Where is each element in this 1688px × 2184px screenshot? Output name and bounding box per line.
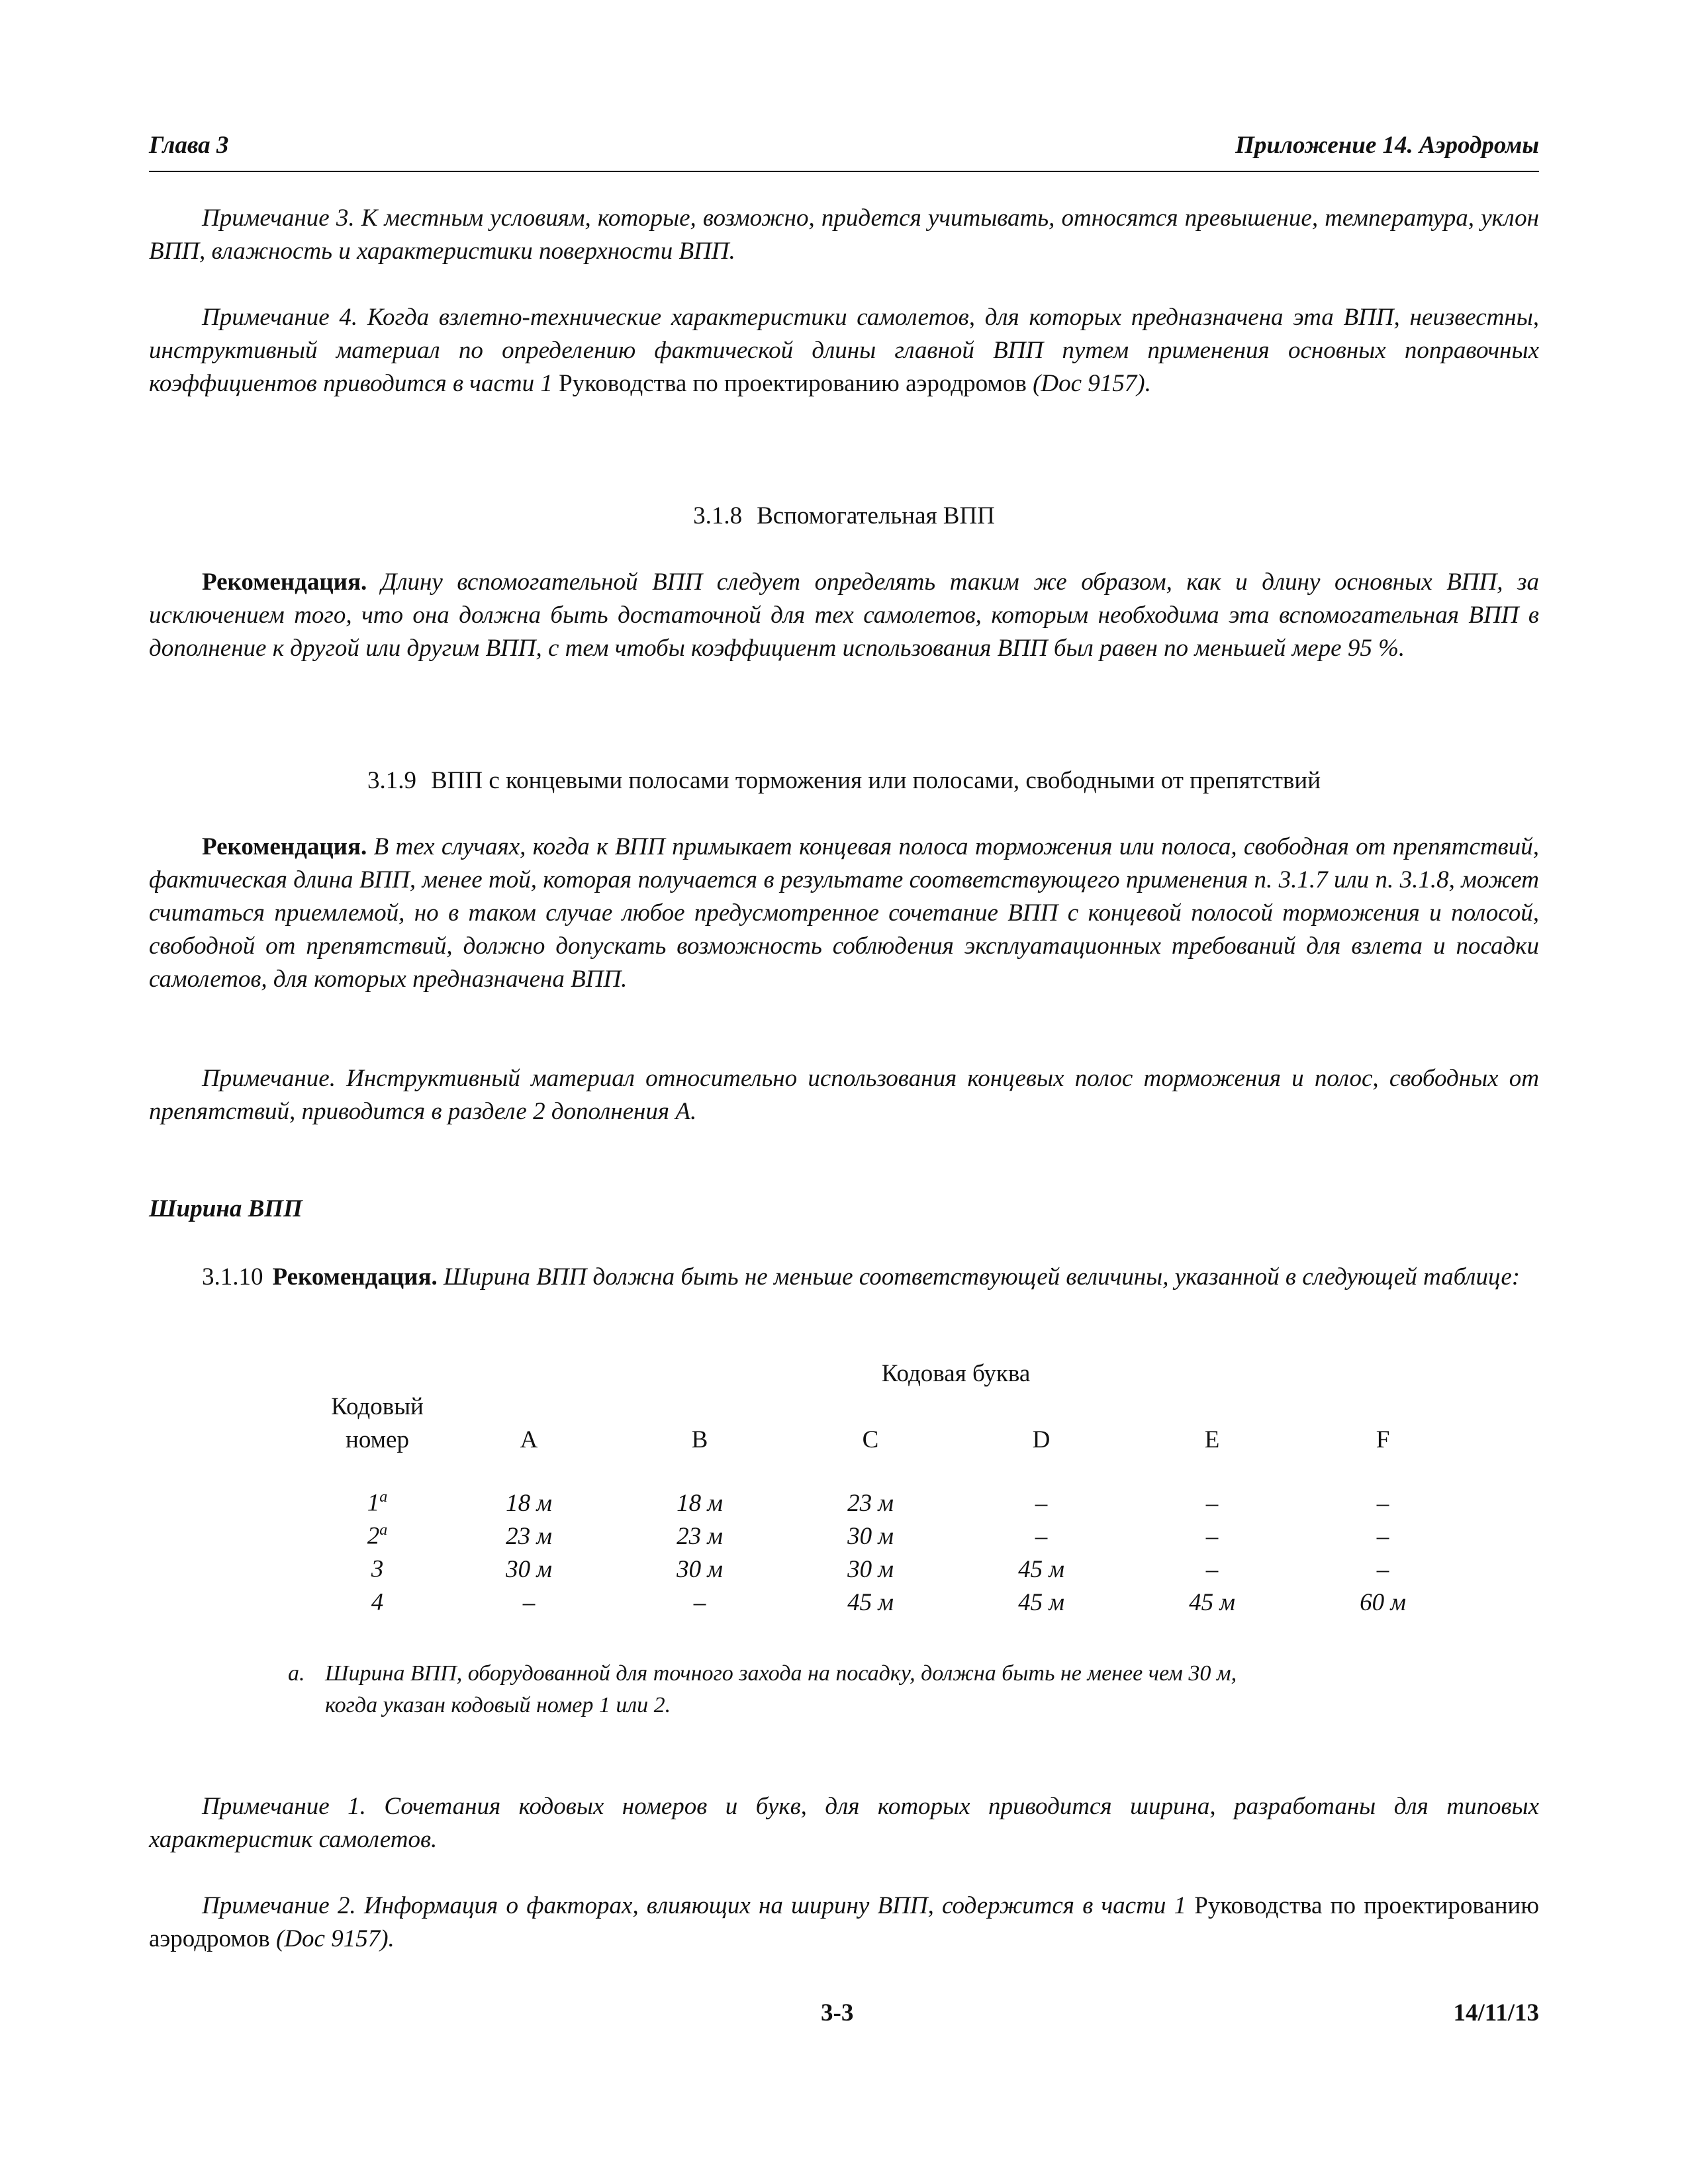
width-cell: –	[1205, 1489, 1219, 1517]
note-4	[149, 301, 1539, 400]
width-cell: 30 м	[847, 1555, 894, 1583]
table-row-header-line1: Кодовый	[331, 1392, 424, 1420]
recommendation-text: В тех случаях, когда к ВПП примыкает концевая полоса торможения или полоса, свободная от препятствий, фактическая длина ВПП, менее той, которая получается в результате соответствующего применения п. 3.1.7 или п. 3.1.8, может считаться приемлемой, но в таком случае любое предусмотренное сочетание ВПП с концевой полосой торможения и полосой, свободной от препятствий, должно допускать возможность соблюдения эксплуатационных требований для взлета и посадки самолетов, для которых предназначена ВПП.	[149, 833, 1539, 993]
width-cell: 23 м	[847, 1489, 894, 1517]
width-cell: –	[1035, 1522, 1048, 1550]
width-cell: –	[1035, 1489, 1048, 1517]
table-column-header: B	[691, 1426, 708, 1453]
width-cell: –	[1205, 1555, 1219, 1583]
heading-number: 3.1.9	[367, 767, 416, 794]
footnote-label: a.	[288, 1661, 305, 1686]
width-cell: –	[1376, 1489, 1389, 1517]
revision-date: 14/11/13	[1453, 1999, 1539, 2026]
table-row-header-line2: номер	[346, 1426, 409, 1453]
table-column-header: F	[1376, 1426, 1390, 1453]
recommendation-text: Длину вспомогательной ВПП следует определять таким же образом, как и длину основных ВПП, за исключением того, что она должна быть достаточной для тех самолетов, которым необходима эта вспомогательная ВПП в дополнение к другой или другим ВПП, с тем чтобы коэффициент использования ВПП был равен по меньшей мере 95 %.	[149, 569, 1539, 662]
recommendation-text: Ширина ВПП должна быть не меньше соответствующей величины, указанной в следующей таблице:	[437, 1263, 1521, 1291]
paragraph-number: 3.1.10	[202, 1263, 263, 1291]
page-number: 3-3	[821, 1999, 854, 2026]
note-2-manual-ref: Руководства по проектированию аэродромов	[149, 1892, 1539, 1952]
table-group-header: Кодовая буква	[881, 1359, 1031, 1387]
recommendation-3-1-8	[149, 566, 1539, 665]
width-cell: –	[1376, 1555, 1389, 1583]
width-cell: 18 м	[506, 1489, 552, 1517]
note-3: Примечание 3. К местным условиям, которые, возможно, придется учитывать, относятся превышение, температура, уклон ВПП, влажность и характеристики поверхности ВПП.	[149, 205, 1539, 265]
code-number-cell: 4	[371, 1588, 384, 1616]
heading-number: 3.1.8	[693, 502, 743, 529]
note-4-text: Примечание 4. Когда взлетно-технические характеристики самолетов, для которых предназначена эта ВПП, неизвестны, инструктивный материал по определению фактической длины главной ВПП путем применения основных поправочных коэффициентов приводится в части 1	[149, 304, 1539, 397]
runway-width-table	[311, 1357, 1468, 1619]
heading-3-1-9	[149, 766, 1539, 795]
footnote-line-1: Ширина ВПП, оборудованной для точного захода на посадку, должна быть не менее чем 30 м,	[325, 1661, 1237, 1686]
recommendation-label: Рекомендация.	[202, 569, 367, 596]
width-cell: 45 м	[1189, 1588, 1235, 1616]
table-column-header: C	[862, 1426, 879, 1453]
note-2	[149, 1889, 1539, 1956]
chapter-label: Глава 3	[149, 132, 229, 159]
code-number-cell: 3	[371, 1555, 384, 1583]
width-cell: 23 м	[506, 1522, 552, 1550]
width-cell: 45 м	[847, 1588, 894, 1616]
code-number-cell: 1$^a$	[367, 1488, 388, 1517]
width-cell: 30 м	[847, 1522, 894, 1550]
width-cell: 45 м	[1018, 1555, 1064, 1583]
width-cell: –	[1205, 1522, 1219, 1550]
note-2-doc-ref: (Doc 9157).	[269, 1925, 395, 1952]
width-cell: –	[693, 1588, 706, 1616]
header-rule	[149, 171, 1539, 172]
heading-title: ВПП с концевыми полосами торможения или полосами, свободными от препятствий	[430, 767, 1321, 794]
note-4-manual-ref: Руководства по проектированию аэродромов	[559, 370, 1027, 397]
heading-3-1-8	[149, 502, 1539, 530]
width-cell: –	[1376, 1522, 1389, 1550]
table-row	[311, 1520, 1468, 1553]
note-3-1-9: Примечание. Инструктивный материал относительно использования концевых полос торможения и полос, свободных от препятствий, приводится в разделе 2 дополнения A.	[149, 1065, 1539, 1125]
width-cell: 30 м	[506, 1555, 552, 1583]
recommendation-3-1-9	[149, 831, 1539, 996]
width-cell: 18 м	[677, 1489, 723, 1517]
width-cell: –	[522, 1588, 536, 1616]
recommendation-label: Рекомендация.	[272, 1263, 438, 1291]
runway-width-subhead: Ширина ВПП	[149, 1195, 303, 1222]
note-4-doc-ref: (Doc 9157).	[1026, 370, 1151, 397]
table-row	[311, 1586, 1468, 1619]
width-cell: 23 м	[677, 1522, 723, 1550]
width-cell: 30 м	[677, 1555, 723, 1583]
table-footnote	[288, 1658, 1400, 1721]
heading-title: Вспомогательная ВПП	[757, 502, 995, 529]
recommendation-label: Рекомендация.	[202, 833, 367, 860]
code-number-cell: 2$^a$	[367, 1522, 388, 1550]
width-cell: 60 м	[1360, 1588, 1406, 1616]
table-column-header: A	[520, 1426, 538, 1453]
note-1: Примечание 1. Сочетания кодовых номеров и букв, для которых приводится ширина, разработаны для типовых характеристик самолетов.	[149, 1793, 1539, 1853]
note-2-text: Примечание 2. Информация о факторах, влияющих на ширину ВПП, содержится в части 1	[202, 1892, 1195, 1919]
table-column-header: E	[1204, 1426, 1220, 1453]
recommendation-3-1-10	[149, 1261, 1539, 1294]
annex-title: Приложение 14. Аэродромы	[1235, 132, 1539, 159]
table-row	[311, 1553, 1468, 1586]
footnote-line-2: когда указан кодовый номер 1 или 2.	[325, 1693, 671, 1717]
table-column-header: D	[1032, 1426, 1051, 1453]
width-cell: 45 м	[1018, 1588, 1064, 1616]
table-row	[311, 1486, 1468, 1520]
